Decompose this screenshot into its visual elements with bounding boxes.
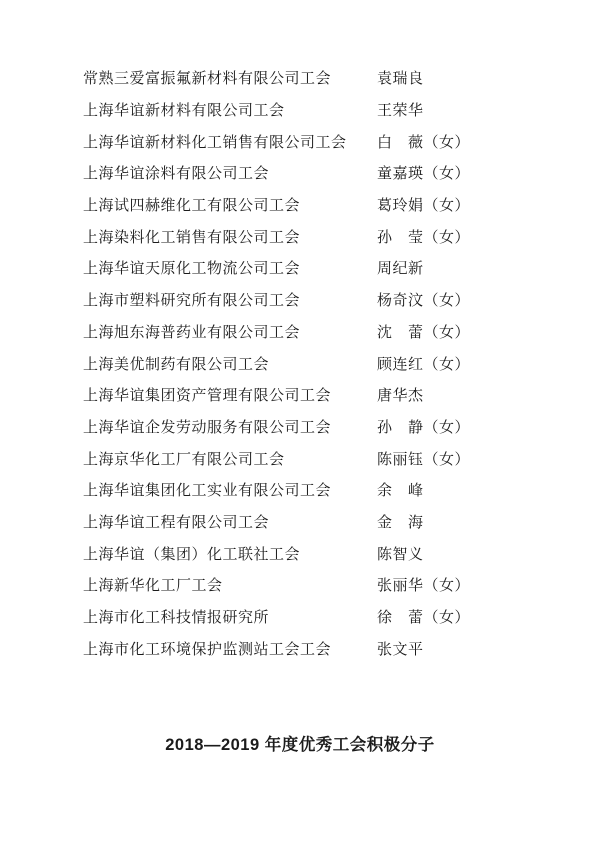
awardee-name: 唐华杰 [377, 388, 424, 405]
list-item [83, 125, 580, 157]
awardee-name: 徐 蕾（女） [377, 610, 471, 627]
list-item [83, 157, 580, 189]
awardee-name: 孙 莹（女） [377, 229, 471, 246]
awardee-name: 余 峰 [377, 483, 424, 500]
list-item [83, 569, 580, 601]
awardee-name: 顾连红（女） [377, 356, 471, 373]
organization-name: 上海美优制药有限公司工会 [83, 356, 270, 373]
awardee-name: 杨奇汶（女） [377, 293, 471, 310]
organization-name: 上海京华化工厂有限公司工会 [83, 451, 285, 468]
list-item [83, 537, 580, 569]
list-item [83, 220, 580, 252]
organization-name: 上海市化工科技情报研究所 [83, 610, 270, 627]
organization-name: 上海华谊集团化工实业有限公司工会 [83, 483, 332, 500]
organization-name: 上海华谊新材料有限公司工会 [83, 103, 285, 120]
list-item [83, 189, 580, 221]
awardee-name: 葛玲娟（女） [377, 198, 471, 215]
awardee-name: 沈 蕾（女） [377, 324, 471, 341]
list-item [83, 94, 580, 126]
organization-name: 上海染料化工销售有限公司工会 [83, 229, 301, 246]
organization-name: 上海试四赫维化工有限公司工会 [83, 198, 301, 215]
organization-name: 上海华谊工程有限公司工会 [83, 514, 270, 531]
list-item [83, 284, 580, 316]
organization-name: 上海市化工环境保护监测站工会工会 [83, 641, 332, 658]
list-item [83, 379, 580, 411]
awards-list [83, 62, 580, 664]
organization-name: 上海市塑料研究所有限公司工会 [83, 293, 301, 310]
organization-name: 上海华谊企发劳动服务有限公司工会 [83, 419, 332, 436]
awardee-name: 陈丽钰（女） [377, 451, 471, 468]
list-item [83, 62, 580, 94]
organization-name: 常熟三爱富振氟新材料有限公司工会 [83, 71, 332, 88]
awardee-name: 张文平 [377, 641, 424, 658]
list-item [83, 347, 580, 379]
awardee-name: 金 海 [377, 514, 424, 531]
list-item [83, 411, 580, 443]
organization-name: 上海华谊天原化工物流公司工会 [83, 261, 301, 278]
list-item [83, 252, 580, 284]
organization-name: 上海新华化工厂工会 [83, 578, 223, 595]
list-item [83, 601, 580, 633]
awardee-name: 袁瑞良 [377, 71, 424, 88]
awardee-name: 孙 静（女） [377, 419, 471, 436]
awardee-name: 陈智义 [377, 546, 424, 563]
list-item [83, 632, 580, 664]
organization-name: 上海华谊新材料化工销售有限公司工会 [83, 134, 347, 151]
awardee-name: 张丽华（女） [377, 578, 471, 595]
list-item [83, 506, 580, 538]
awardee-name: 白 薇（女） [377, 134, 471, 151]
list-item [83, 316, 580, 348]
section-title: 2018—2019 年度优秀工会积极分子 [165, 736, 435, 754]
awardee-name: 童嘉瑛（女） [377, 166, 471, 183]
awardee-name: 周纪新 [377, 261, 424, 278]
list-item [83, 474, 580, 506]
awardee-name: 王荣华 [377, 103, 424, 120]
organization-name: 上海华谊（集团）化工联社工会 [83, 546, 301, 563]
list-item [83, 442, 580, 474]
organization-name: 上海华谊涂料有限公司工会 [83, 166, 270, 183]
organization-name: 上海华谊集团资产管理有限公司工会 [83, 388, 332, 405]
organization-name: 上海旭东海普药业有限公司工会 [83, 324, 301, 341]
